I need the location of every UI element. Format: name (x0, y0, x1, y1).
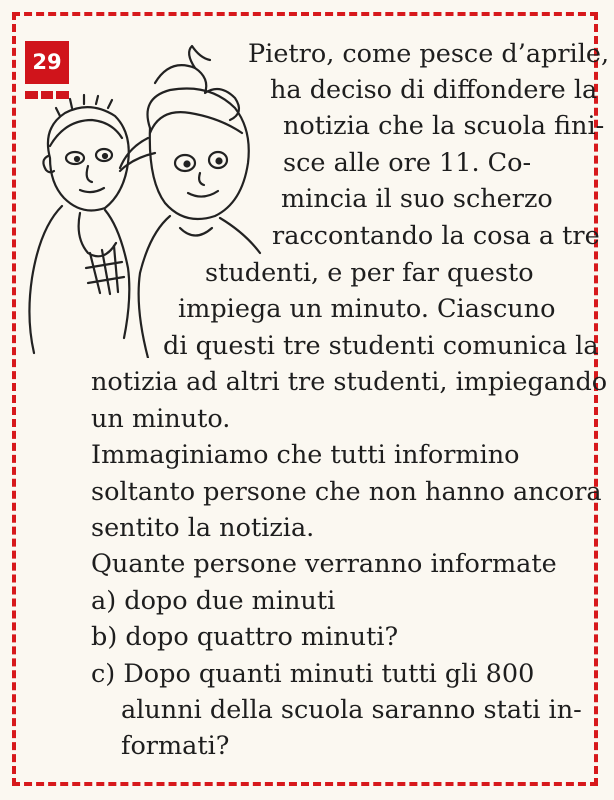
question-c-continued: formati? (121, 731, 230, 761)
exercise-number-badge: 29 (25, 41, 69, 84)
text-line: soltanto persone che non hanno ancora (91, 477, 602, 507)
question-heading: Quante persone verranno informate (91, 549, 557, 579)
text-line: di questi tre studenti comunica la (163, 331, 599, 361)
text-line: raccontando la cosa a tre (272, 221, 600, 251)
text-line: mincia il suo scherzo (281, 184, 553, 214)
text-line: notizia che la scuola fini- (283, 111, 605, 141)
text-line: impiega un minuto. Ciascuno (178, 294, 556, 324)
text-line: sentito la notizia. (91, 513, 315, 543)
text-line: sce alle ore 11. Co- (283, 148, 532, 178)
text-line: notizia ad altri tre studenti, impiegando (91, 367, 608, 397)
question-a: a) dopo due minuti (91, 586, 336, 616)
text-line: studenti, e per far questo (205, 258, 534, 288)
question-b: b) dopo quattro minuti? (91, 622, 399, 652)
question-c: c) Dopo quanti minuti tutti gli 800 (91, 659, 535, 689)
text-line: Immaginiamo che tutti informino (91, 440, 520, 470)
text-line: ha deciso di diffondere la (270, 75, 598, 105)
question-c-continued: alunni della scuola saranno stati in- (121, 695, 582, 725)
text-line: un minuto. (91, 404, 231, 434)
text-line: Pietro, come pesce d’aprile, (248, 39, 610, 69)
